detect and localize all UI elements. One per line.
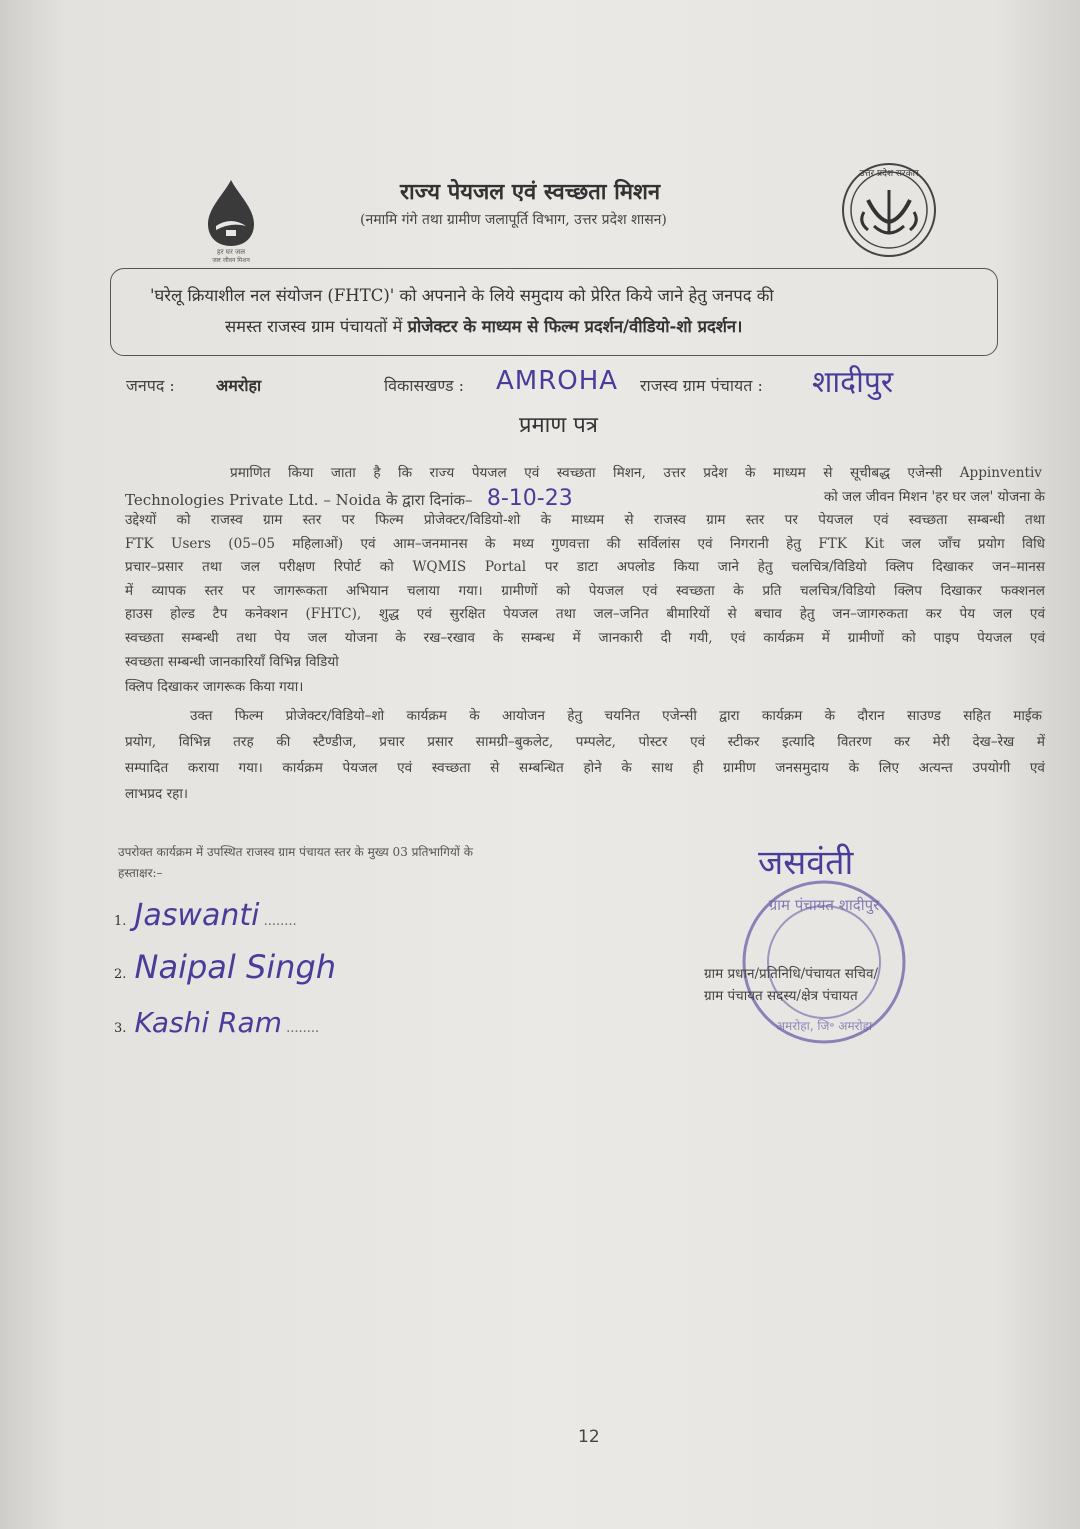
para1-line-8: स्वच्छता सम्बन्धी तथा पेय जल योजना के रख–रखाव के सम्बन्ध में जानकारी दी गयी, एवं कार्यक्रम में ग्रामीणों को पाइप पेयजल एवं xyxy=(125,630,1045,646)
svg-text:अमरोहा, जि॰ अमरोहा: अमरोहा, जि॰ अमरोहा xyxy=(775,1019,873,1033)
topic-line-1: 'घरेलू क्रियाशील नल संयोजन (FHTC)' को अपनाने के लिये समुदाय को प्रेरित किये जाने हेतु जनपद की xyxy=(150,286,774,305)
para2-line-4: लाभप्रद रहा। xyxy=(125,786,189,802)
participant-2-signature: Naipal Singh xyxy=(134,948,337,986)
topic-line-2 xyxy=(225,314,985,337)
participant-3-signature: Kashi Ram xyxy=(134,1006,282,1039)
page-number: 12 xyxy=(578,1427,600,1447)
participant-3-num: 3. xyxy=(114,1021,127,1036)
para1-line-1: प्रमाणित किया जाता है कि राज्य पेयजल एवं स्वच्छता मिशन, उत्तर प्रदेश के माध्यम से सूचीबद्ध एजेन्सी Appinventiv xyxy=(230,465,1042,481)
participant-1-signature: Jaswanti xyxy=(134,898,260,933)
para2-line-1: उक्त फिल्म प्रोजेक्टर/विडियो–शो कार्यक्रम के आयोजन हेतु चयनित एजेन्सी द्वारा कार्यक्रम के दौरान साउण्ड सहित माईक xyxy=(190,708,1042,724)
certificate-title: प्रमाण पत्र xyxy=(519,413,598,438)
signatures-label-line2: हस्ताक्षर:– xyxy=(118,866,163,880)
official-signature: जसवंती xyxy=(758,843,854,883)
svg-text:ग्राम पंचायत शादीपुर: ग्राम पंचायत शादीपुर xyxy=(768,896,880,914)
svg-text:उत्तर प्रदेश सरकार: उत्तर प्रदेश सरकार xyxy=(859,169,919,179)
para1-line-7: हाउस होल्ड टैप कनेक्शन (FHTC), शुद्ध एवं सुरक्षित पेयजल तथा जल–जनित बीमारियों से बचाव हेतु जन–जागरुकता कर पेय जल एवं xyxy=(125,606,1045,622)
svg-text:जल जीवन मिशन: जल जीवन मिशन xyxy=(212,257,250,264)
district-value: अमरोहा xyxy=(216,376,262,395)
topic-line-2-bold: प्रोजेक्टर के माध्यम से फिल्म प्रदर्शन/वीडियो-शो प्रदर्शन। xyxy=(407,317,743,336)
para2-line-3: सम्पादित कराया गया। कार्यक्रम पेयजल एवं स्वच्छता से सम्बन्धित होने के साथ ही ग्रामीण जनसमुदाय के लिए अत्यन्त उपयोगी एवं xyxy=(125,760,1045,776)
participant-2-num: 2. xyxy=(114,967,127,982)
topic-box xyxy=(110,268,998,356)
para2-line-2: प्रयोग, विभिन्न तरह की स्टैण्डीज, प्रचार प्रसार सामग्री–बुकलेट, पम्पलेट, पोस्टर एवं स्टीकर इत्यादि वितरण कर मेरी देख–रेख में xyxy=(125,734,1045,750)
participant-3: 3. Kashi Ram ........ xyxy=(114,1006,320,1039)
block-value: AMROHA xyxy=(496,366,619,396)
block-label: विकासखण्ड : xyxy=(384,376,465,395)
para1-line-6: में व्यापक स्तर पर जागरूकता अभियान चलाया गया। ग्रामीणों को पेयजल एवं स्वच्छता के प्रति चलचित्र/विडियो क्लिप दिखाकर फक्शनल xyxy=(125,583,1045,599)
svg-text:हर घर जल: हर घर जल xyxy=(217,248,245,256)
para1-line-4: FTK Users (05–05 महिलाओं) एवं आम–जनमानस के मध्य गुणवत्ता की सर्विलांस एवं निगरानी हेतु FTK Kit जल जाँच प्रयोग विधि xyxy=(125,536,1045,552)
participant-2 xyxy=(114,948,336,986)
panchayat-label: राजस्व ग्राम पंचायत : xyxy=(640,376,763,395)
official-role-line1: ग्राम प्रधान/प्रतिनिधि/पंचायत सचिव/ xyxy=(704,966,879,982)
up-government-emblem xyxy=(838,160,940,260)
header-title: राज्य पेयजल एवं स्वच्छता मिशन xyxy=(400,179,661,205)
jal-jeevan-mission-logo xyxy=(196,176,266,266)
para1-line-2-end: को जल जीवन मिशन 'हर घर जल' योजना के xyxy=(823,489,1045,505)
participant-1: 1. Jaswanti ........ xyxy=(114,898,297,933)
header-subtitle: (नमामि गंगे तथा ग्रामीण जलापूर्ति विभाग, उत्तर प्रदेश शासन) xyxy=(360,212,667,228)
para1-line-2-start: Technologies Private Ltd. – Noida के द्वारा दिनांक– xyxy=(125,491,473,509)
para1-line-5: प्रचार–प्रसार तथा जल परीक्षण रिपोर्ट को WQMIS Portal पर डाटा अपलोड किया जाने हेतु चलचित्र/विडियो क्लिप दिखाकर जन–मानस xyxy=(125,559,1045,575)
district-label: जनपद : xyxy=(126,376,175,395)
para1-line-3: उद्देश्यों को राजस्व ग्राम स्तर पर फिल्म प्रोजेक्टर/विडियो-शो के माध्यम से राजस्व ग्राम स्तर पर पेयजल एवं स्वच्छता सम्बन्धी तथा xyxy=(125,512,1045,528)
panchayat-value: शादीपुर xyxy=(812,365,894,400)
para1-line-9: स्वच्छता सम्बन्धी जानकारियाँ विभिन्न विडियो xyxy=(125,654,339,670)
participant-1-num: 1. xyxy=(114,914,127,929)
official-role-line2: ग्राम पंचायत सदस्य/क्षेत्र पंचायत xyxy=(704,988,858,1004)
signatures-label-line1: उपरोक्त कार्यक्रम में उपस्थित राजस्व ग्राम पंचायत स्तर के मुख्य 03 प्रतिभागियों के xyxy=(118,845,473,859)
topic-line-2-normal: समस्त राजस्व ग्राम पंचायतों में xyxy=(225,317,403,336)
program-date: 8-10-23 xyxy=(486,486,573,511)
panchayat-stamp xyxy=(736,872,916,1052)
para1-line-10: क्लिप दिखाकर जागरूक किया गया। xyxy=(125,679,304,695)
para1-line-2 xyxy=(125,486,1045,511)
